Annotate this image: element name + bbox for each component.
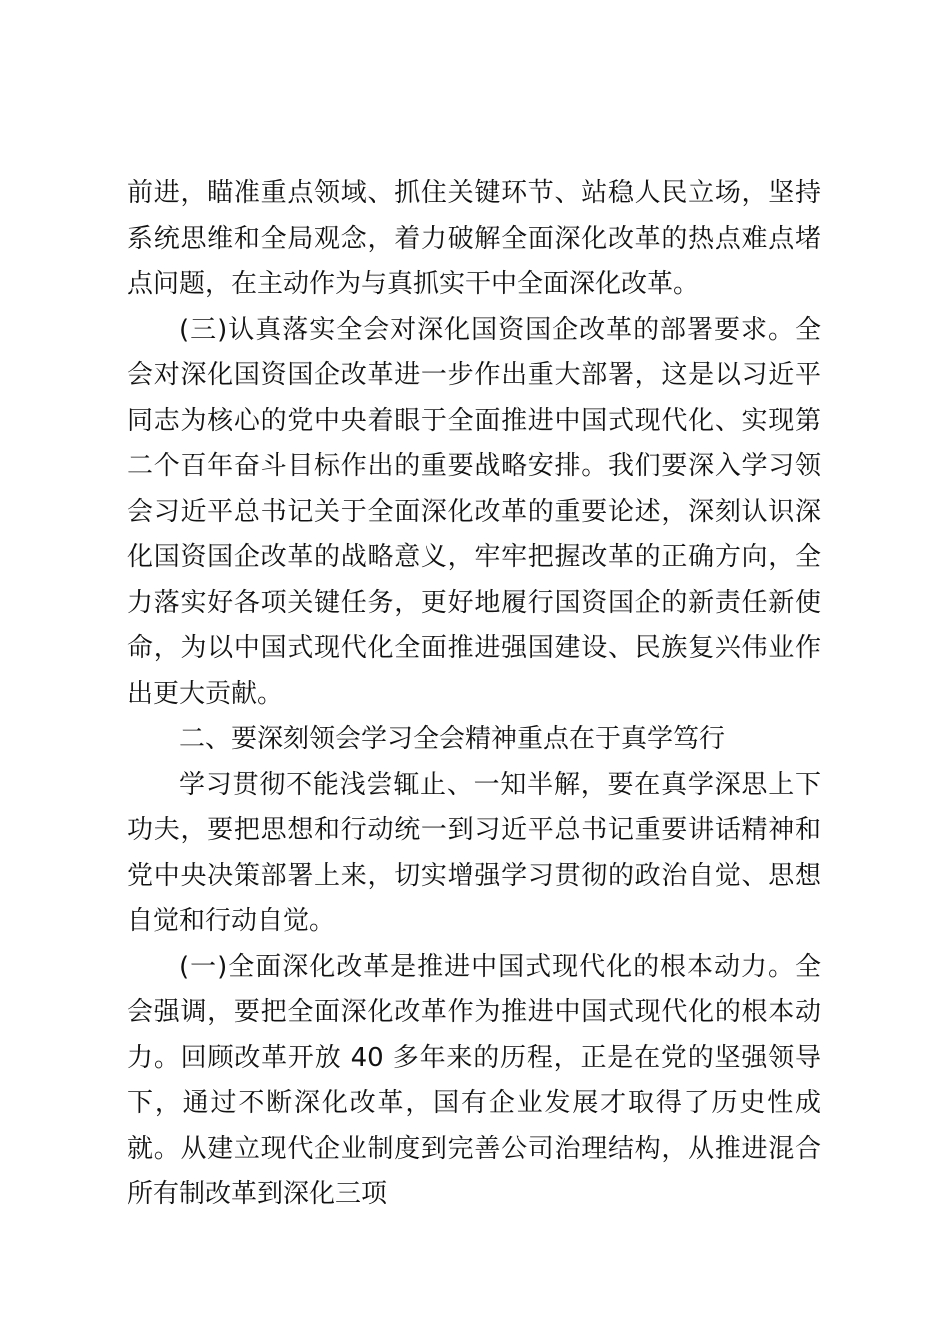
section-heading-two: 二、要深刻领会学习全会精神重点在于真学笃行 <box>179 724 726 754</box>
paragraph-continuation: 前进，瞄准重点领域、抓住关键环节、站稳人民立场，坚持系统思维和全局观念，着力破解全面深化改革的热点难点堵点问题，在主动作为与真抓实干中全面深化改革。 <box>127 178 821 299</box>
document-body <box>127 171 821 1218</box>
paragraph-section-one: (一)全面深化改革是推进中国式现代化的根本动力。全会强调，要把全面深化改革作为推进中国式现代化的根本动力。回顾改革开放 40 多年来的历程，正是在党的坚强领导下，通过不断深化改革，国有企业发展才取得了历史性成就。从建立现代企业制度到完善公司治理结构，从推进混合所有制改革到深化三项 <box>127 951 821 1209</box>
paragraph-section-three: (三)认真落实全会对深化国资国企改革的部署要求。全会对深化国资国企改革进一步作出重大部署，这是以习近平同志为核心的党中央着眼于全面推进中国式现代化、实现第二个百年奋斗目标作出的重要战略安排。我们要深入学习领会习近平总书记关于全面深化改革的重要论述，深刻认识深化国资国企改革的战略意义，牢牢把握改革的正确方向，全力落实好各项关键任务，更好地履行国资国企的新责任新使命，为以中国式现代化全面推进强国建设、民族复兴伟业作出更大贡献。 <box>127 314 821 709</box>
paragraph-study-intro: 学习贯彻不能浅尝辄止、一知半解，要在真学深思上下功夫，要把思想和行动统一到习近平总书记重要讲话精神和党中央决策部署上来，切实增强学习贯彻的政治自觉、思想自觉和行动自觉。 <box>127 769 821 936</box>
